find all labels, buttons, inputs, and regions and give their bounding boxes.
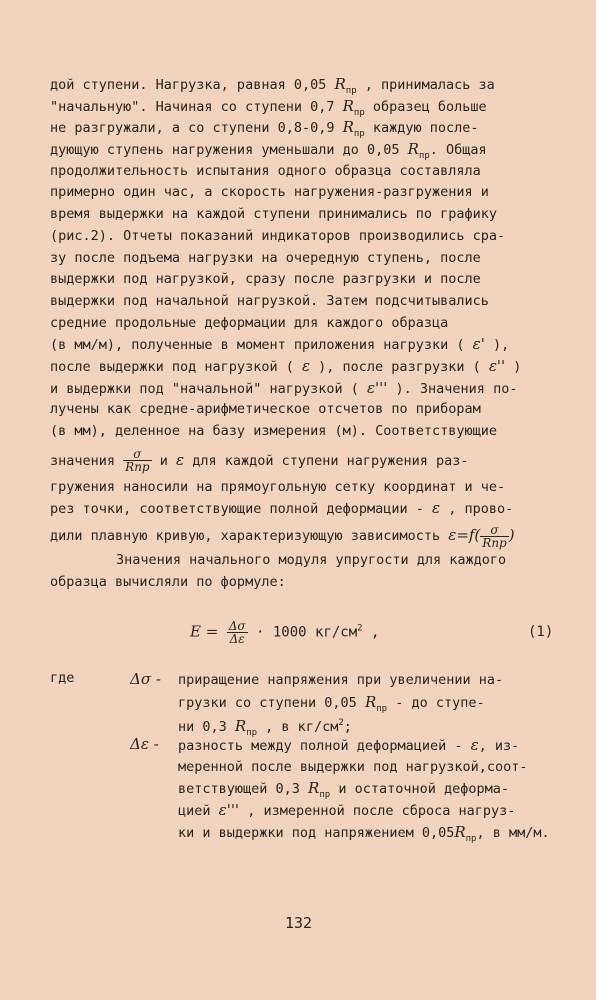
text-line-dependency: дили плавную кривую, характеризующую зависимость ε=f( $\frac{\sigma}{\text{Rпр}}$ ): [50, 522, 515, 550]
text-line-10: выдержки под нагрузкой, сразу после разгрузки и после: [50, 271, 481, 288]
text-line-8: (рис.2). Отчеты показаний индикаторов производились сра-: [50, 227, 506, 244]
text-line-1: дой ступени. Нагрузка, равная 0,05 $R_{пр}$ , принималась за: [50, 75, 495, 96]
text-line-17: (в мм), деленное на базу измерения (м). Соответствующие: [50, 423, 498, 439]
dependency-fraction: $\frac{\sigma}{\text{Rпр}}$: [482, 522, 507, 550]
text-line-15: и выдержки под "начальной" нагрузкой ( ε''' ). Значения по-: [50, 378, 518, 397]
text-line-4: дующую ступень нагружения уменьшали до 0,05 $R_{пр}$. Общая: [50, 140, 487, 162]
page-number: 132: [285, 914, 313, 932]
text-line-p2-1: Значения начального модуля упругости для каждого: [116, 552, 507, 569]
text-line-6: примерно один час, а скорость нагружения-разгружения и: [50, 184, 489, 201]
paragraph-main: [50, 74, 550, 593]
text-line-14: после выдержки под нагрузкой ( ε ), после разгрузки ( ε'' ): [50, 356, 522, 375]
text-line-5: продолжительность испытания одного образца составляла: [50, 162, 481, 179]
definition-delta-epsilon: Δε - разность между полной деформацией - ε, из- меренной после выдержки под нагрузкой,соот- ветствующей 0,3 $R_{пр}$ и остаточной деформа- цией ε''' , измеренной после сброса нагруз- ки и выдержки под напряжением $0,05R_{пр}$, в мм/м.: [130, 735, 550, 844]
sigma-over-r-fraction: $\frac{\sigma}{\text{Rпр}}$: [125, 447, 150, 475]
text-line-16: лучены как средне-арифметическое отсчетов по приборам: [50, 401, 481, 418]
formula-modulus: E = $\frac{\Delta\sigma}{\Delta\varepsilon}$ · 1000 $кг/см^2$ ,: [190, 619, 380, 646]
text-line-9: зу после подъема нагрузки на очередную ступень, после: [50, 249, 481, 266]
text-line-11: выдержки под начальной нагрузкой. Затем подсчитывались: [50, 292, 489, 309]
text-line-2: "начальную". Начиная со ступени 0,7 $R_{пр}$ образец больше: [50, 96, 487, 118]
definition-delta-sigma: Δσ - приращение напряжения при увеличении на- грузки со ступени 0,05 $R_{пр}$ - до ступе- ни 0,3 $R_{пр}$ , в $кг/см^2$;: [130, 670, 504, 739]
text-line-13: (в мм/м), полученные в момент приложения нагрузки ( ε' ),: [50, 335, 510, 354]
text-line-19: гружения наносили на прямоугольную сетку координат и че-: [50, 478, 506, 495]
text-line-p2-2: образца вычисляли по формуле:: [50, 573, 286, 590]
text-line-20: рез точки, соответствующие полной деформации - ε , прово-: [50, 499, 514, 518]
where-label: где: [50, 670, 75, 686]
delta-fraction: $\frac{\Delta\sigma}{\Delta\varepsilon}$: [228, 619, 246, 646]
text-line-7: время выдержки на каждой ступени принимались по графику: [50, 206, 498, 223]
text-line-12: средние продольные деформации для каждого образца: [50, 314, 449, 331]
formula-number: (1): [528, 624, 554, 640]
text-line-values: значения $\frac{\sigma}{\text{Rпр}}$ и ε для каждой ступени нагружения раз-: [50, 447, 469, 475]
text-line-3: не разгружали, а со ступени 0,8-0,9 $R_{пр}$ каждую после-: [50, 118, 479, 140]
